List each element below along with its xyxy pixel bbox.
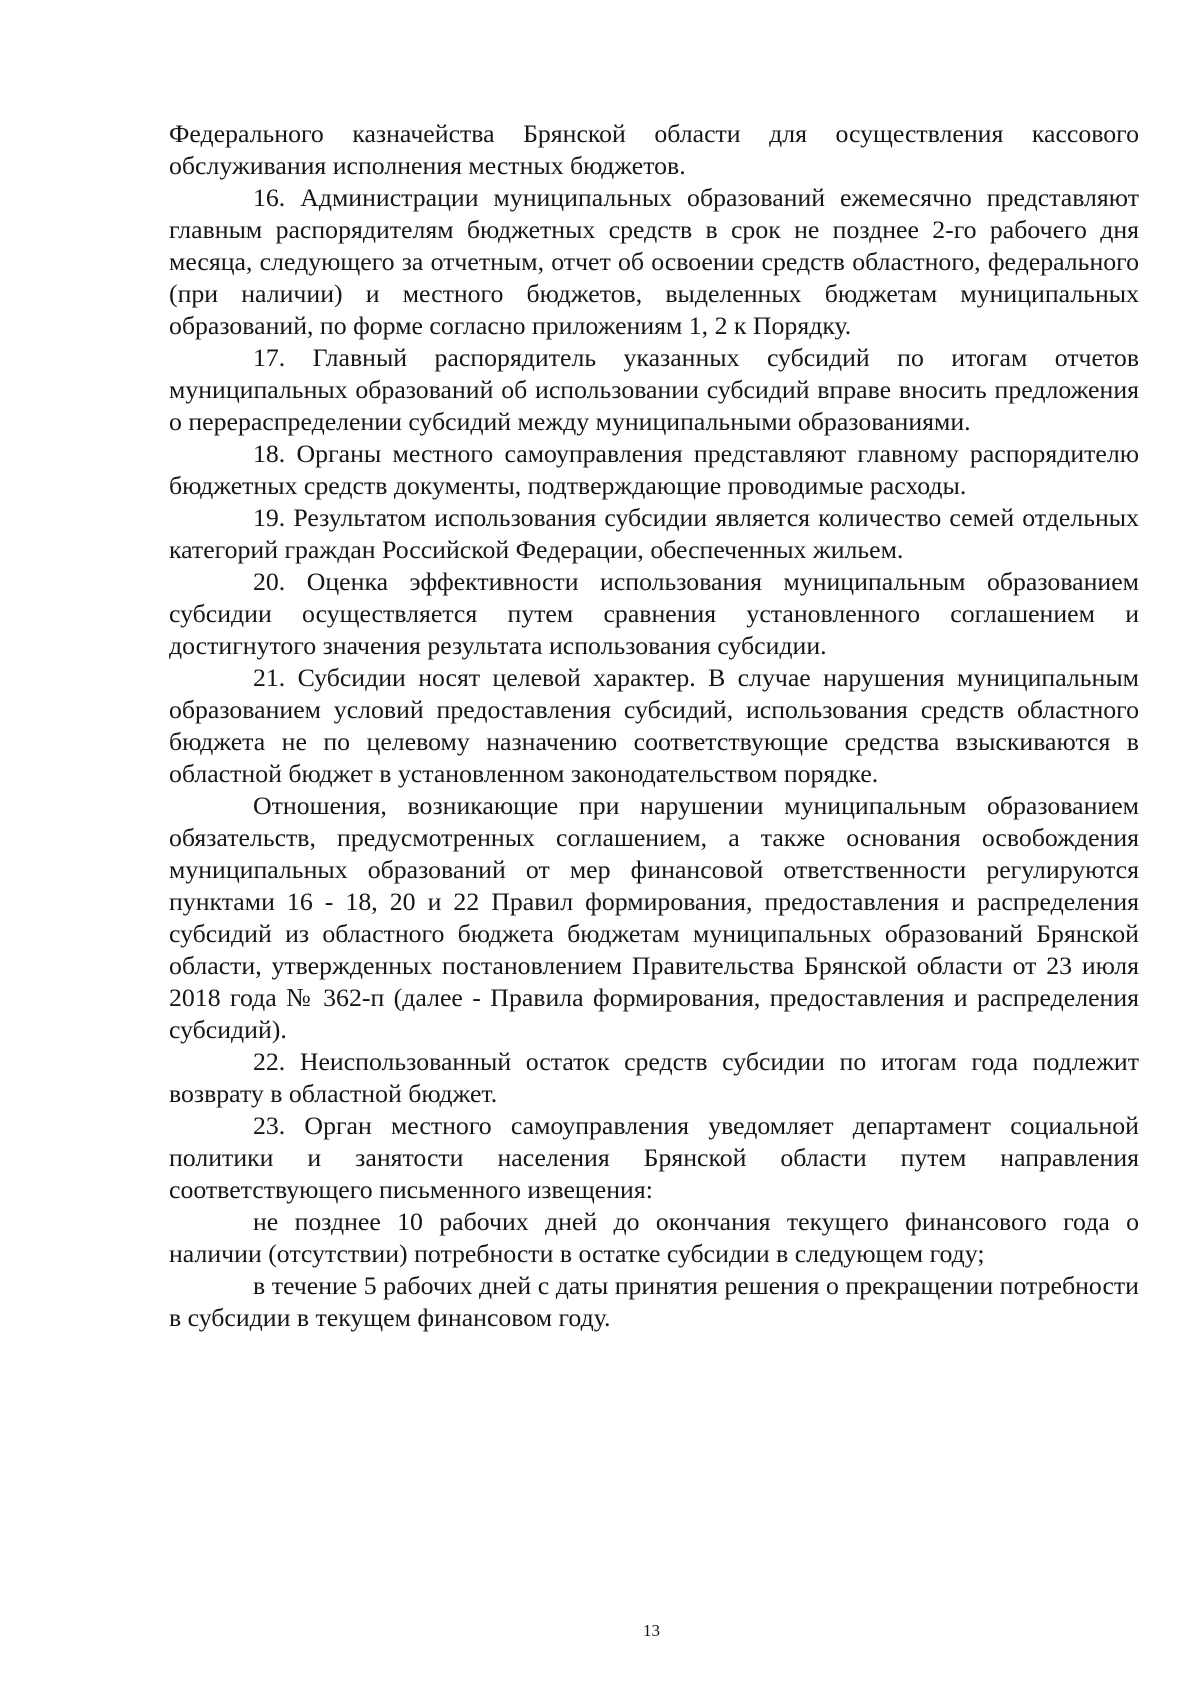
paragraph-16: 16. Администрации муниципальных образований ежемесячно представляют главным распорядителям бюджетных средств в срок не позднее 2-го рабочего дня месяца, следующего за отчетным, отчет об освоении средств областного, федерального (при наличии) и местного бюджетов, выделенных бюджетам муниципальных образований, по форме согласно приложениям 1, 2 к Порядку. [169, 183, 1139, 340]
paragraph-19: 19. Результатом использования субсидии является количество семей отдельных категорий граждан Российской Федерации, обеспеченных жильем. [169, 503, 1139, 564]
paragraph-22: 22. Неиспользованный остаток средств субсидии по итогам года подлежит возврату в областной бюджет. [169, 1047, 1139, 1108]
paragraph-continuation: Федерального казначейства Брянской области для осуществления кассового обслуживания исполнения местных бюджетов. [169, 119, 1139, 180]
paragraph-21: 21. Субсидии носят целевой характер. В случае нарушения муниципальным образованием условий предоставления субсидий, использования средств областного бюджета не по целевому назначению соответствующие средства взыскиваются в областной бюджет в установленном законодательством порядке. [169, 663, 1139, 788]
document-body [169, 118, 1139, 1334]
paragraph-23-item-2: в течение 5 рабочих дней с даты принятия решения о прекращении потребности в субсидии в текущем финансовом году. [169, 1271, 1139, 1332]
paragraph-23: 23. Орган местного самоуправления уведомляет департамент социальной политики и занятости населения Брянской области путем направления соответствующего письменного извещения: [169, 1111, 1139, 1204]
paragraph-17: 17. Главный распорядитель указанных субсидий по итогам отчетов муниципальных образований об использовании субсидий вправе вносить предложения о перераспределении субсидий между муниципальными образованиями. [169, 343, 1139, 436]
page-number: 13 [643, 1621, 660, 1640]
paragraph-23-item-1: не позднее 10 рабочих дней до окончания текущего финансового года о наличии (отсутствии) потребности в остатке субсидии в следующем году; [169, 1207, 1139, 1268]
paragraph-21-relations: Отношения, возникающие при нарушении муниципальным образованием обязательств, предусмотренных соглашением, а также основания освобождения муниципальных образований от мер финансовой ответственности регулируются пунктами 16 - 18, 20 и 22 Правил формирования, предоставления и распределения субсидий из областного бюджета бюджетам муниципальных образований Брянской области, утвержденных постановлением Правительства Брянской области от 23 июля 2018 года № 362-п (далее - Правила формирования, предоставления и распределения субсидий). [169, 791, 1139, 1044]
paragraph-20: 20. Оценка эффективности использования муниципальным образованием субсидии осуществляется путем сравнения установленного соглашением и достигнутого значения результата использования субсидии. [169, 567, 1139, 660]
paragraph-18: 18. Органы местного самоуправления представляют главному распорядителю бюджетных средств документы, подтверждающие проводимые расходы. [169, 439, 1139, 500]
